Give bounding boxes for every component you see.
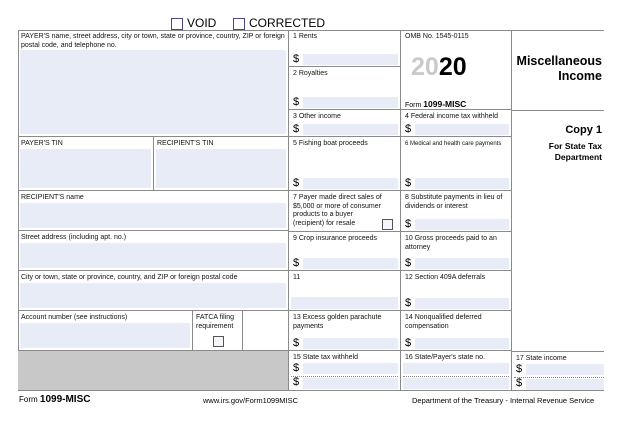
box11-label: 11 xyxy=(293,274,301,281)
recipient-tin-input[interactable] xyxy=(156,149,286,188)
shaded-area xyxy=(18,351,289,391)
box13-golden-parachute xyxy=(289,311,401,351)
box5-label: 5 Fishing boat proceeds xyxy=(293,140,368,147)
box4-label: 4 Federal income tax withheld xyxy=(405,113,498,120)
city-input[interactable] xyxy=(20,283,286,308)
box9-label: 9 Crop insurance proceeds xyxy=(293,235,378,242)
omb-number: OMB No. 1545-0115 xyxy=(405,33,469,40)
corrected-label: CORRECTED xyxy=(249,16,326,30)
box6-dollar: $ xyxy=(405,177,412,189)
fatca-blank-box xyxy=(243,311,289,351)
recipient-tin-box xyxy=(154,137,289,191)
copy-desc-line1: For State Tax xyxy=(548,141,602,151)
box12-409a xyxy=(401,271,512,311)
recipient-name-input[interactable] xyxy=(20,203,286,228)
recipient-name-box xyxy=(18,191,289,231)
copy-description xyxy=(512,141,602,163)
fatca-checkbox[interactable] xyxy=(213,336,224,347)
box17-dollar-1: $ xyxy=(516,363,523,375)
account-number-box xyxy=(18,311,193,351)
void-checkbox[interactable] xyxy=(171,18,183,30)
box16-label: 16 State/Payer's state no. xyxy=(405,354,485,361)
city-label: City or town, state or province, country, and ZIP or foreign postal code xyxy=(21,274,238,281)
box5-dollar: $ xyxy=(293,177,300,189)
footer-form-name: 1099-MISC xyxy=(39,394,91,405)
box4-dollar: $ xyxy=(405,123,412,135)
box17-input-1[interactable] xyxy=(526,364,604,375)
box15-dollar-1: $ xyxy=(293,362,300,374)
box10-dollar: $ xyxy=(405,257,412,269)
box15-dollar-2: $ xyxy=(293,376,300,388)
box3-other-income xyxy=(289,110,401,137)
box10-input[interactable] xyxy=(415,258,509,269)
box5-input[interactable] xyxy=(303,178,398,189)
copy-label: Copy 1 xyxy=(565,124,602,136)
box3-label: 3 Other income xyxy=(293,113,341,120)
payer-tin-input[interactable] xyxy=(20,149,151,188)
box7-checkbox[interactable] xyxy=(382,219,393,230)
recipient-name-label: RECIPIENT'S name xyxy=(21,194,84,201)
tax-year-prefix: 20 xyxy=(411,53,439,81)
omb-box xyxy=(401,30,512,110)
box7-direct-sales xyxy=(289,191,401,232)
box16-state-payer-no xyxy=(401,351,512,391)
box3-input[interactable] xyxy=(303,124,398,135)
box17-dollar-2: $ xyxy=(516,377,523,389)
box6-input[interactable] xyxy=(415,178,509,189)
form-title xyxy=(512,54,602,84)
box6-medical xyxy=(401,137,512,191)
box12-input[interactable] xyxy=(415,298,509,309)
box13-label: 13 Excess golden parachute payments xyxy=(293,314,382,330)
box1-input[interactable] xyxy=(303,54,398,65)
payer-name-input[interactable] xyxy=(20,50,286,134)
recipient-tin-label: RECIPIENT'S TIN xyxy=(157,140,214,147)
street-address-box xyxy=(18,231,289,271)
account-number-label: Account number (see instructions) xyxy=(21,314,128,321)
box2-label: 2 Royalties xyxy=(293,70,328,77)
fatca-label: FATCA filing requirement xyxy=(196,314,234,330)
omb-form-label xyxy=(405,99,466,109)
payer-tin-label: PAYER'S TIN xyxy=(21,140,63,147)
payer-tin-box xyxy=(18,137,154,191)
footer-url: www.irs.gov/Form1099MISC xyxy=(203,396,299,405)
box5-fishing xyxy=(289,137,401,191)
box9-crop xyxy=(289,232,401,271)
city-box xyxy=(18,271,289,311)
box3-dollar: $ xyxy=(293,123,300,135)
box4-input[interactable] xyxy=(415,124,509,135)
payer-name-box xyxy=(18,30,289,137)
box8-input[interactable] xyxy=(415,219,509,230)
box16-input-1[interactable] xyxy=(403,363,509,374)
box2-input[interactable] xyxy=(303,97,398,108)
box17-input-2[interactable] xyxy=(526,379,604,390)
box16-input-2[interactable] xyxy=(403,378,509,389)
box1-dollar: $ xyxy=(293,53,300,65)
box12-dollar: $ xyxy=(405,297,412,309)
box9-input[interactable] xyxy=(303,258,398,269)
footer-form-label xyxy=(19,394,90,405)
box8-dollar: $ xyxy=(405,218,412,230)
corrected-checkbox[interactable] xyxy=(233,18,245,30)
box17-divider xyxy=(514,377,604,378)
payer-name-label: PAYER'S name, street address, city or town, state or province, country, ZIP or foreign postal code, and telephone no. xyxy=(21,33,285,49)
box1-label: 1 Rents xyxy=(293,33,318,40)
box2-dollar: $ xyxy=(293,96,300,108)
box14-dollar: $ xyxy=(405,337,412,349)
form-title-line1: Miscellaneous xyxy=(516,54,602,68)
box6-label: 6 Medical and health care payments xyxy=(405,141,502,147)
box8-label: 8 Substitute payments in lieu of dividends or interest xyxy=(405,194,503,210)
box14-nonqualified xyxy=(401,311,512,351)
tax-year xyxy=(411,54,467,80)
form-title-line2: Income xyxy=(558,69,602,83)
street-address-input[interactable] xyxy=(20,243,286,268)
tax-year-suffix: 20 xyxy=(438,53,467,81)
box12-label: 12 Section 409A deferrals xyxy=(405,274,486,281)
box14-label: 14 Nonqualified deferred compensation xyxy=(405,314,482,330)
box11-input[interactable] xyxy=(291,297,398,309)
box11 xyxy=(289,271,401,311)
box15-input-1[interactable] xyxy=(303,363,398,374)
box17-state-income xyxy=(512,351,604,391)
box13-input[interactable] xyxy=(303,338,398,349)
box1-rents xyxy=(289,30,401,67)
side-divider xyxy=(512,110,604,111)
box17-label: 17 State income xyxy=(516,355,567,362)
box16-divider xyxy=(403,376,509,377)
box2-royalties xyxy=(289,67,401,110)
box15-divider xyxy=(291,376,398,377)
box8-substitute xyxy=(401,191,512,232)
street-address-label: Street address (including apt. no.) xyxy=(21,234,127,241)
box13-dollar: $ xyxy=(293,337,300,349)
account-number-input[interactable] xyxy=(20,323,190,348)
box15-input-2[interactable] xyxy=(303,378,398,389)
omb-form-name: 1099-MISC xyxy=(423,99,467,109)
box10-label: 10 Gross proceeds paid to an attorney xyxy=(405,235,497,251)
box7-label: 7 Payer made direct sales of $5,000 or more of consumer products to a buyer (recipient) for resale xyxy=(293,194,382,227)
box15-state-tax xyxy=(289,351,401,391)
footer-department: Department of the Treasury - Internal Revenue Service xyxy=(412,396,595,405)
copy-desc-line2: Department xyxy=(554,152,602,162)
fatca-box xyxy=(193,311,243,351)
box14-input[interactable] xyxy=(415,338,509,349)
box15-label: 15 State tax withheld xyxy=(293,354,358,361)
footer-form-prefix: Form xyxy=(19,395,40,404)
box4-fed-tax xyxy=(401,110,512,137)
box10-attorney xyxy=(401,232,512,271)
box9-dollar: $ xyxy=(293,257,300,269)
void-label: VOID xyxy=(187,16,217,30)
omb-form-prefix: Form xyxy=(405,102,424,109)
